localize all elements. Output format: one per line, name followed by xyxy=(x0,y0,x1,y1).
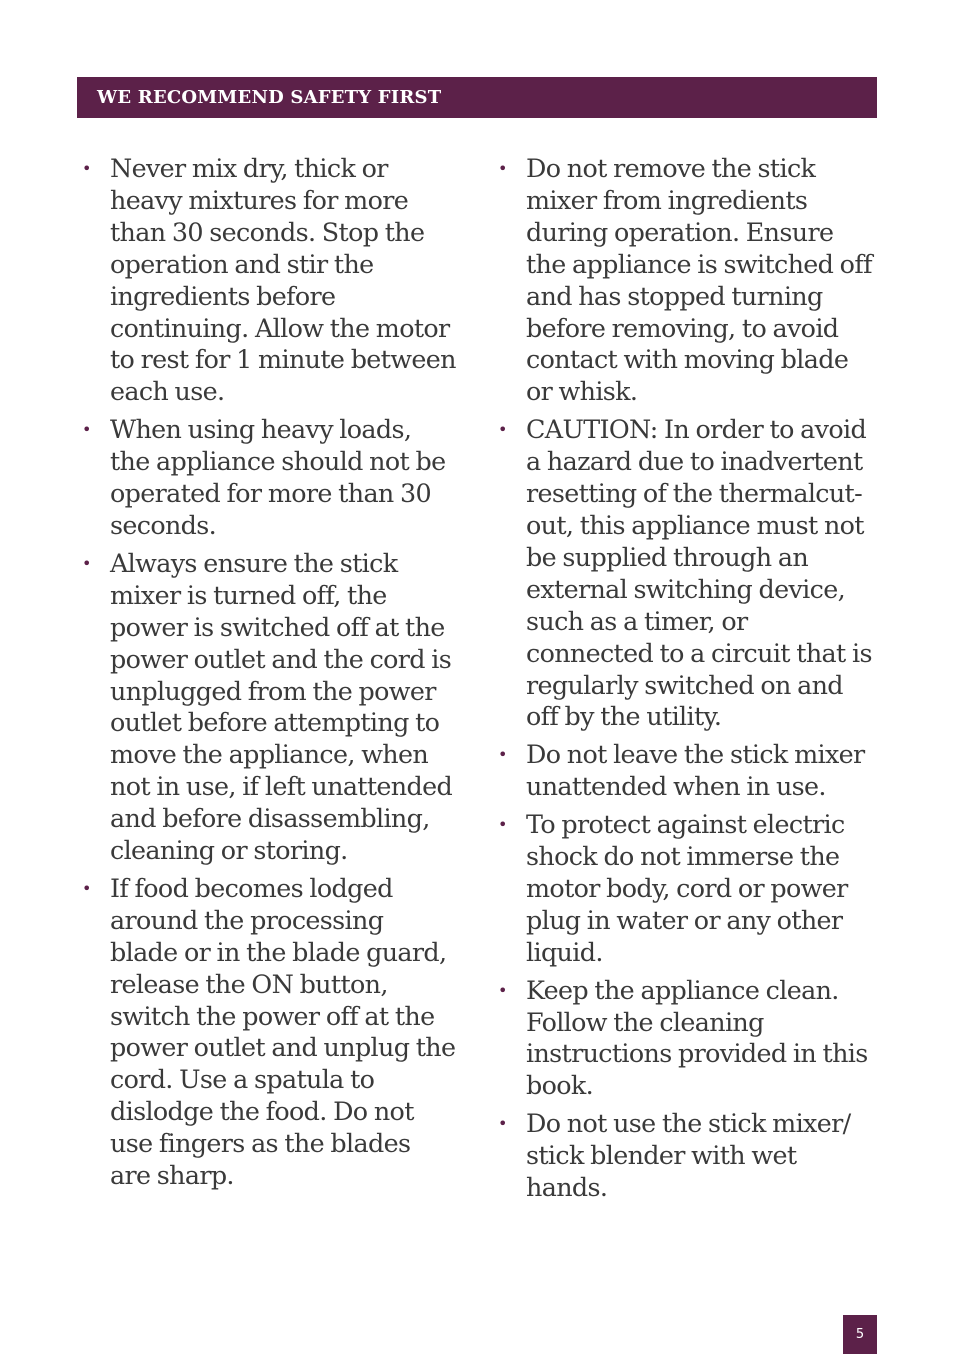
list-item-text: Keep the appliance clean. Follow the cleaning instructions provided in this book. xyxy=(526,974,868,1101)
page-number: 5 xyxy=(855,1327,865,1342)
bullet-icon: • xyxy=(82,159,91,178)
list-item-text: Always ensure the stick mixer is turned off, the power is switched off at the power outlet and the cord is unplugged from the power outlet before attempting to move the appliance, when not in use, if left unattended and before disassembling, cleaning or storing. xyxy=(110,547,453,866)
bullet-icon: • xyxy=(498,980,507,1000)
bullet-icon: • xyxy=(498,815,507,835)
bullet-icon: • xyxy=(498,420,507,440)
list-item xyxy=(77,153,457,408)
list-item-text: Do not use the stick mixer/ stick blender with wet hands. xyxy=(526,1108,851,1203)
list-item xyxy=(77,414,457,542)
page-number-badge xyxy=(843,1315,877,1354)
bullet-icon: • xyxy=(82,553,91,573)
list-item xyxy=(77,548,457,867)
right-column-list xyxy=(493,153,877,1210)
list-item-text: Never mix dry, thick or heavy mixtures for more than 30 seconds. Stop the operation and stir the ingredients before continuing. Allow the motor to rest for 1 minute between each use. xyxy=(110,153,456,407)
list-item-text: Do not leave the stick mixer unattended when in use. xyxy=(526,739,865,802)
list-item-text: If food becomes lodged around the processing blade or in the blade guard, release the ON button, switch the power off at the power outlet and unplug the cord. Use a spatula to dislodge the food. Do not use fingers as the blades are sharp. xyxy=(110,872,456,1191)
list-item xyxy=(493,414,877,733)
list-item xyxy=(493,1108,877,1204)
list-item-text: To protect against electric shock do not immerse the motor body, cord or power plug in water or any other liquid. xyxy=(526,809,848,967)
list-item xyxy=(493,809,877,969)
bullet-icon: • xyxy=(82,878,91,898)
list-item-text: Do not remove the stick mixer from ingredients during operation. Ensure the appliance is switched off and has stopped turning before removing, to avoid contact with moving blade or whisk. xyxy=(526,153,872,407)
section-title: WE RECOMMEND SAFETY FIRST xyxy=(97,87,442,108)
left-column-list xyxy=(77,153,457,1198)
list-item xyxy=(493,739,877,803)
bullet-icon: • xyxy=(498,745,507,765)
bullet-icon: • xyxy=(498,159,507,178)
list-item xyxy=(493,975,877,1103)
bullet-icon: • xyxy=(82,420,91,440)
list-item xyxy=(493,153,877,408)
list-item-text: When using heavy loads, the appliance should not be operated for more than 30 seconds. xyxy=(110,414,446,540)
list-item-text: CAUTION: In order to avoid a hazard due to inadvertent resetting of the thermalcut-out, this appliance must not be supplied through an external switching device, such as a timer, or connected to a circuit that is regularly switched on and off by the utility. xyxy=(526,414,872,732)
section-header-bar xyxy=(77,77,877,118)
list-item xyxy=(77,873,457,1192)
bullet-icon: • xyxy=(498,1114,507,1134)
